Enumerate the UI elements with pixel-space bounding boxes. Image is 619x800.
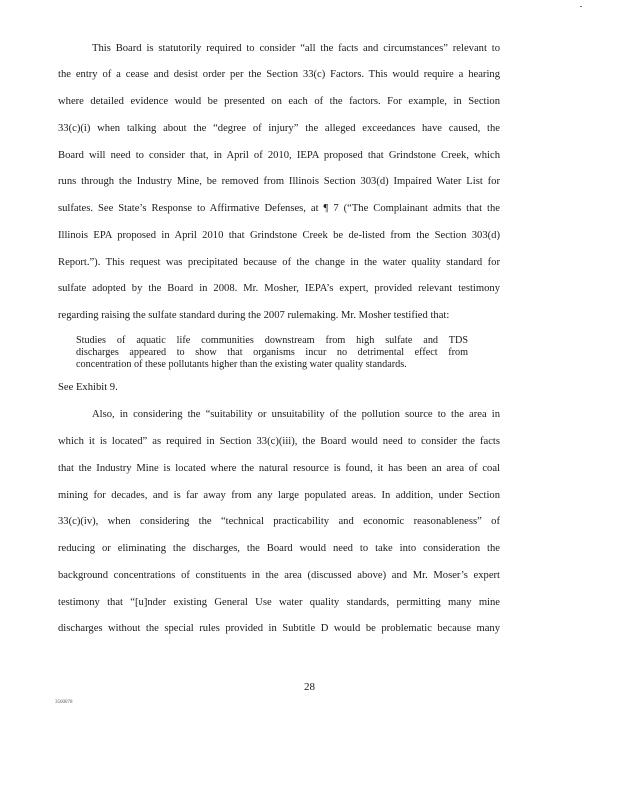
document-id: 3560078 [55,700,73,705]
body-line: Illinois EPA proposed in April 2010 that Grindstone Creek be de-listed from the Section 303(d) [58,230,500,241]
body-line: background concentrations of constituents in the area (discussed above) and Mr. Moser’s expert [58,570,500,581]
body-line: which it is located” as required in Section 33(c)(iii), the Board would need to consider the facts [58,436,500,447]
body-line: that the Industry Mine is located where the natural resource is found, it has been an area of coal [58,463,500,474]
body-line: mining for decades, and is far away from any large populated areas. In addition, under Section [58,490,500,501]
body-line: testimony that “[u]nder existing General Use water quality standards, permitting many mine [58,597,500,608]
body-line: where detailed evidence would be presented on each of the factors. For example, in Section [58,96,500,107]
exhibit-reference: See Exhibit 9. [58,382,118,393]
body-line: sulfate adopted by the Board in 2008. Mr. Mosher, IEPA’s expert, provided relevant testimony [58,283,500,294]
body-line: This Board is statutorily required to consider “all the facts and circumstances” relevant to [92,43,500,54]
body-line: Also, in considering the “suitability or unsuitability of the pollution source to the area in [92,409,500,420]
body-line: Board will need to consider that, in April of 2010, IEPA proposed that Grindstone Creek, which [58,150,500,161]
body-line: discharges without the special rules provided in Subtitle D would be problematic because many [58,623,500,634]
body-line: 33(c)(iv), when considering the “technical practicability and economic reasonableness” of [58,516,500,527]
scan-artifact [580,6,582,7]
block-quote-line: Studies of aquatic life communities downstream from high sulfate and TDS [76,335,468,346]
body-line: Report.”). This request was precipitated because of the change in the water quality standard for [58,257,500,268]
page-number: 28 [304,681,315,693]
block-quote-line: concentration of these pollutants higher than the existing water quality standards. [76,359,407,370]
body-line: sulfates. See State’s Response to Affirmative Defenses, at ¶ 7 (“The Complainant admits that the [58,203,500,214]
body-line: reducing or eliminating the discharges, the Board would need to take into consideration the [58,543,500,554]
block-quote-line: discharges appeared to show that organisms incur no detrimental effect from [76,347,468,358]
body-line: 33(c)(i) when talking about the “degree of injury” the alleged exceedances have caused, the [58,123,500,134]
body-line: runs through the Industry Mine, be removed from Illinois Section 303(d) Impaired Water List for [58,176,500,187]
body-line: the entry of a cease and desist order per the Section 33(c) Factors. This would require a hearing [58,69,500,80]
body-line: regarding raising the sulfate standard during the 2007 rulemaking. Mr. Mosher testified that: [58,310,450,321]
